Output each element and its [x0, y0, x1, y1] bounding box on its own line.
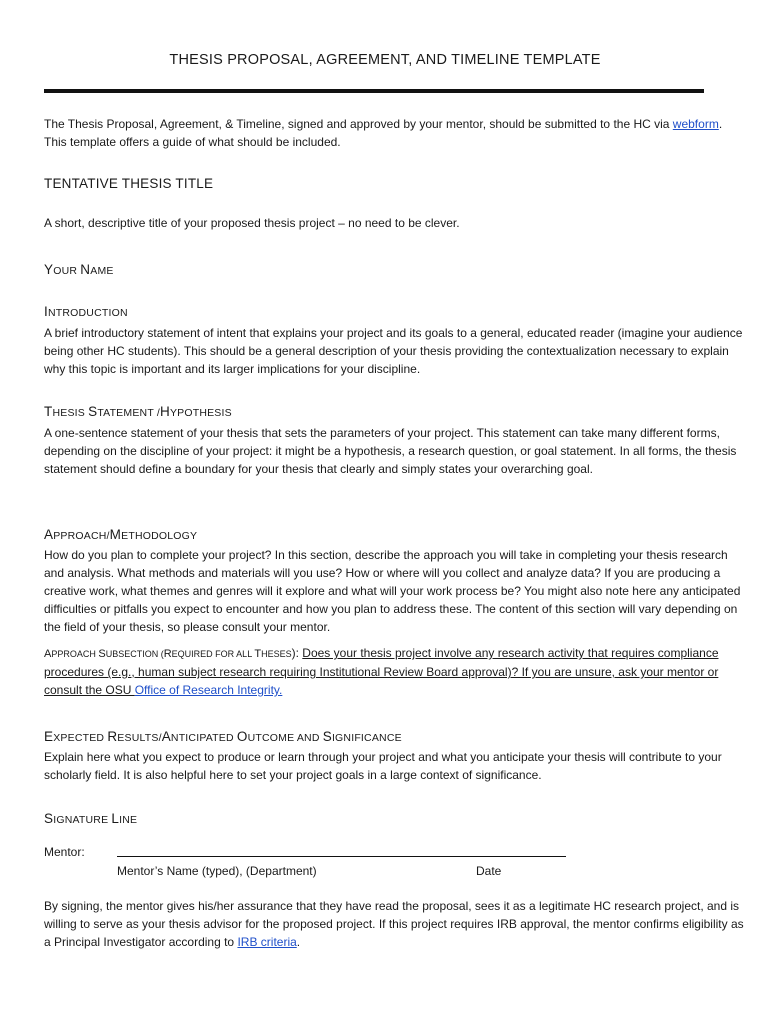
approach-heading: APPROACH/METHODOLOGY	[44, 527, 198, 542]
approach-subsection: APPROACH SUBSECTION (REQUIRED FOR ALL THESES): Does your thesis project involve any research activity that requires compliance procedures (e.g., human subject research requiring Institutional Review Board approval)? If you are unsure, ask your mentor or consult the OSU Office of Research Integrity.	[44, 646, 719, 697]
tentative-title-body: A short, descriptive title of your proposed thesis project – no need to be clever.	[44, 216, 460, 230]
date-caption: Date	[476, 864, 502, 878]
tentative-title-heading: TENTATIVE THESIS TITLE	[44, 176, 214, 191]
page-title: THESIS PROPOSAL, AGREEMENT, AND TIMELINE TEMPLATE	[169, 52, 601, 68]
title-divider	[44, 89, 704, 93]
approach-subsection-text: Does your thesis project involve any research activity that requires compliance procedures (e.g., human subject research requiring Institutional Review Board approval)? If you are unsure, ask your mentor or consult the OSU	[44, 646, 719, 697]
expected-results-heading: EXPECTED RESULTS/ANTICIPATED OUTCOME AND SIGNIFICANCE	[44, 729, 402, 744]
intro-paragraph	[44, 115, 744, 151]
irb-criteria-link[interactable]: IRB criteria	[237, 935, 297, 949]
your-name-heading: YOUR NAME	[44, 262, 114, 277]
signature-text: By signing, the mentor gives his/her assurance that they have read the proposal, sees it as a legitimate HC research project, and is willing to serve as your thesis advisor for the proposed project. If this project requires IRB approval, the mentor confirms eligibility as a Principal Investigator according to	[44, 899, 744, 949]
mentor-name-caption: Mentor’s Name (typed), (Department)	[117, 864, 317, 878]
office-of-research-integrity-link[interactable]: Office of Research Integrity.	[134, 683, 283, 697]
intro-text-end: . This template offers a guide of what should be included.	[44, 117, 723, 149]
approach-body: How do you plan to complete your project? In this section, describe the approach you will take in completing your thesis research and analysis. What methods and materials will you use? How or where will you collect and analyze data? If you are producing a creative work, what themes and genres will it explore and what will your work process be? You might also note here any anticipated difficulties or pitfalls you expect to encounter and how you plan to address these. The content of this section will vary depending on the field of your thesis, so please consult your mentor.	[44, 548, 741, 634]
introduction-body: A brief introductory statement of intent that explains your project and its goals to a general, educated reader (imagine your audience being other HC students). This should be a general description of your thesis providing the contextualization necessary to explain why this topic is important and its larger implications for your discipline.	[44, 326, 743, 376]
thesis-statement-body: A one-sentence statement of your thesis that sets the parameters of your project. This statement can take many different forms, depending on the discipline of your project: it might be a hypothesis, a research question, or goal statement. In all forms, the thesis statement should define a boundary for your thesis that clearly and simply states your overarching goal.	[44, 426, 737, 476]
thesis-statement-heading: THESIS STATEMENT /HYPOTHESIS	[44, 404, 232, 419]
signature-line[interactable]	[117, 856, 566, 857]
webform-link[interactable]: webform	[672, 117, 719, 131]
signature-heading: SIGNATURE LINE	[44, 811, 138, 826]
intro-text: The Thesis Proposal, Agreement, & Timeline, signed and approved by your mentor, should be submitted to the HC via	[44, 117, 673, 131]
introduction-heading: INTRODUCTION	[44, 304, 128, 319]
signature-body: By signing, the mentor gives his/her assurance that they have read the proposal, sees it as a legitimate HC research project, and is willing to serve as your thesis advisor for the proposed project. If this project requires IRB approval, the mentor confirms eligibility as a Principal Investigator according to IRB criteria.	[44, 899, 744, 949]
expected-results-body: Explain here what you expect to produce or learn through your project and what you anticipate your thesis will contribute to your scholarly field. It is also helpful here to set your project goals in a large context of significance.	[44, 750, 722, 782]
mentor-label: Mentor:	[44, 845, 85, 859]
